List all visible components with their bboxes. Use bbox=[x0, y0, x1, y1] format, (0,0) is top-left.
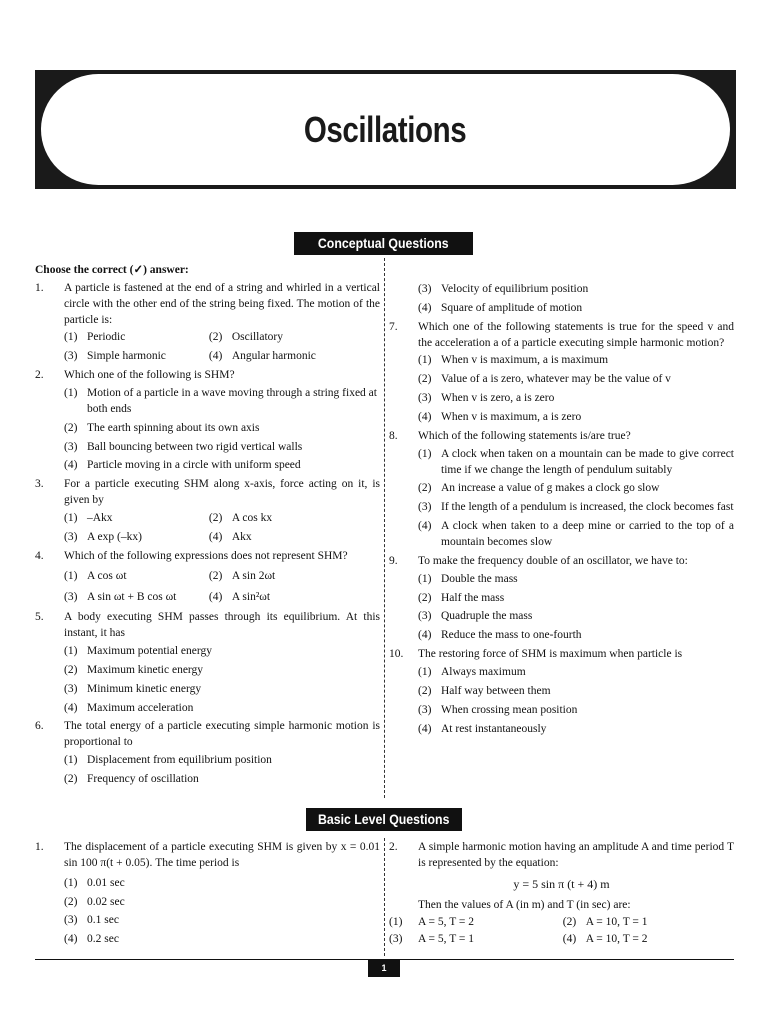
question-number: 10. bbox=[389, 648, 404, 661]
option[interactable]: (3) Ball bouncing between two rigid vertical walls bbox=[64, 440, 303, 453]
question bbox=[35, 840, 380, 872]
option[interactable]: (3) 0.1 sec bbox=[64, 914, 119, 927]
options-row bbox=[35, 569, 380, 585]
option[interactable]: (2) Half way between them bbox=[418, 684, 551, 697]
left-column bbox=[35, 263, 380, 791]
basic-left-column bbox=[35, 840, 380, 951]
option[interactable]: (1) Maximum potential energy bbox=[64, 645, 212, 658]
option[interactable]: (4) Angular harmonic bbox=[208, 350, 316, 363]
option[interactable]: (3) When v is zero, a is zero bbox=[418, 392, 555, 405]
question-text: To make the frequency double of an oscillator, we have to: bbox=[418, 554, 688, 567]
option[interactable]: (1) Always maximum bbox=[418, 666, 526, 679]
question bbox=[35, 477, 380, 509]
question-text: The total energy of a particle executing simple harmonic motion is proportional to bbox=[64, 720, 380, 749]
section-title: Conceptual Questions bbox=[318, 235, 449, 251]
question-number: 2. bbox=[35, 369, 44, 382]
question-text: The displacement of a particle executing SHM is given by x = 0.01 sin 100 π(t + 0.05). The time period is bbox=[64, 841, 380, 869]
question bbox=[35, 549, 380, 565]
option[interactable]: (4) At rest instantaneously bbox=[418, 722, 547, 735]
question-number: 8. bbox=[389, 429, 398, 442]
option[interactable]: (2) A cos kx bbox=[208, 512, 273, 525]
question-continuation: Then the values of A (in m) and T (in sec) are: bbox=[418, 899, 631, 912]
option[interactable]: (1) A = 5, T = 2 bbox=[389, 916, 475, 929]
question-number: 3. bbox=[35, 478, 44, 491]
title-pill bbox=[41, 74, 730, 185]
option[interactable]: (3) Minimum kinetic energy bbox=[64, 682, 202, 695]
question bbox=[389, 554, 734, 570]
option[interactable]: (2) The earth spinning about its own axis bbox=[64, 421, 260, 434]
option[interactable]: (3) If the length of a pendulum is increased, the clock becomes fast bbox=[418, 501, 734, 514]
basic-right-column bbox=[389, 840, 734, 951]
question-text: Which one of the following statements is true for the speed v and the acceleration a of a particle executing simple harmonic motion? bbox=[418, 320, 734, 349]
option[interactable]: (2) 0.02 sec bbox=[64, 895, 125, 908]
column-divider bbox=[384, 258, 385, 798]
option[interactable]: (4) Maximum acceleration bbox=[64, 701, 194, 714]
option[interactable]: (2) A sin 2ωt bbox=[208, 569, 276, 582]
options-row bbox=[35, 511, 380, 527]
question-number: 4. bbox=[35, 549, 44, 562]
column-divider bbox=[384, 838, 385, 956]
question-text: A simple harmonic motion having an amplitude A and time period T is represented by the equation: bbox=[418, 841, 734, 869]
question-number: 1. bbox=[35, 281, 44, 294]
option[interactable]: (4) A = 10, T = 2 bbox=[562, 932, 648, 945]
option[interactable]: (4) A clock when taken to a deep mine or carried to the top of a mountain becomes slow bbox=[418, 520, 734, 549]
question-text: For a particle executing SHM along x-axis, force acting on it, is given by bbox=[64, 478, 380, 507]
option[interactable]: (3) Quadruple the mass bbox=[418, 610, 533, 623]
right-column bbox=[389, 282, 734, 740]
question-number: 7. bbox=[389, 320, 398, 333]
question bbox=[35, 281, 380, 329]
option[interactable]: (4) 0.2 sec bbox=[64, 933, 119, 946]
question-number: 2. bbox=[389, 841, 398, 853]
question-text: The restoring force of SHM is maximum when particle is bbox=[418, 648, 683, 661]
question-number: 6. bbox=[35, 720, 44, 733]
option[interactable]: (4) Square of amplitude of motion bbox=[418, 301, 583, 314]
option[interactable]: (2) A = 10, T = 1 bbox=[562, 916, 648, 929]
instructions: Choose the correct (✓) answer: bbox=[35, 264, 189, 276]
options-row bbox=[35, 530, 380, 546]
title-banner bbox=[35, 70, 736, 189]
option[interactable]: (4) When v is maximum, a is zero bbox=[418, 411, 582, 424]
option[interactable]: (3) A = 5, T = 1 bbox=[389, 932, 475, 945]
question bbox=[389, 840, 734, 872]
option[interactable]: (1) A cos ωt bbox=[64, 569, 127, 582]
option[interactable]: (1) Double the mass bbox=[418, 572, 518, 585]
option[interactable]: (1) 0.01 sec bbox=[64, 876, 125, 889]
options-row bbox=[35, 590, 380, 606]
option[interactable]: (2) Value of a is zero, whatever may be the value of v bbox=[418, 373, 671, 386]
option[interactable]: (2) An increase a value of g makes a clock go slow bbox=[418, 482, 660, 495]
option[interactable]: (4) Particle moving in a circle with uniform speed bbox=[64, 459, 301, 472]
option[interactable]: (1) When v is maximum, a is maximum bbox=[418, 354, 609, 367]
question bbox=[35, 368, 380, 384]
option[interactable]: (1) –Akx bbox=[64, 512, 113, 525]
equation: y = 5 sin π (t + 4) m bbox=[513, 876, 610, 891]
section-header-conceptual bbox=[294, 232, 473, 255]
option[interactable]: (3) Velocity of equilibrium position bbox=[418, 283, 589, 295]
question bbox=[389, 429, 734, 445]
option[interactable]: (3) When crossing mean position bbox=[418, 703, 578, 716]
option[interactable]: (2) Oscillatory bbox=[208, 331, 283, 344]
question-text: Which of the following expressions does not represent SHM? bbox=[64, 549, 348, 562]
option[interactable]: (2) Frequency of oscillation bbox=[64, 773, 199, 786]
option[interactable]: (1) Motion of a particle in a wave moving through a string fixed at both ends bbox=[64, 387, 377, 415]
option[interactable]: (3) A sin ωt + B cos ωt bbox=[64, 591, 177, 604]
question-number: 1. bbox=[35, 841, 44, 853]
option[interactable]: (1) Periodic bbox=[64, 331, 126, 344]
option[interactable]: (4) Reduce the mass to one-fourth bbox=[418, 629, 582, 642]
question-number: 9. bbox=[389, 554, 398, 567]
option[interactable]: (3) A exp (–kx) bbox=[64, 530, 142, 543]
question bbox=[389, 320, 734, 352]
option[interactable]: (3) Simple harmonic bbox=[64, 350, 166, 363]
option[interactable]: (4) Akx bbox=[208, 530, 252, 543]
options-row bbox=[35, 349, 380, 365]
options-row bbox=[389, 915, 734, 931]
options-row bbox=[35, 330, 380, 346]
page-number: 1 bbox=[368, 960, 400, 977]
question-text: A body executing SHM passes through its equilibrium. At this instant, it has bbox=[64, 611, 380, 640]
question bbox=[35, 719, 380, 751]
option[interactable]: (1) A clock when taken on a mountain can be made to give correct time if we change the length of pendulum suitably bbox=[418, 447, 734, 476]
section-title: Basic Level Questions bbox=[318, 811, 450, 827]
question-text: A particle is fastened at the end of a string and whirled in a vertical circle with the other end of the string being fixed. The motion of the particle is: bbox=[64, 281, 380, 326]
question-text: Which one of the following is SHM? bbox=[64, 369, 235, 382]
options-row bbox=[389, 932, 734, 948]
question bbox=[389, 647, 734, 663]
page-title: Oscillations bbox=[304, 108, 467, 150]
question bbox=[35, 610, 380, 642]
section-header-basic bbox=[306, 808, 462, 831]
option[interactable]: (2) Maximum kinetic energy bbox=[64, 663, 204, 676]
question-text: Which of the following statements is/are true? bbox=[418, 429, 631, 442]
question-number: 5. bbox=[35, 611, 44, 624]
option[interactable]: (1) Displacement from equilibrium position bbox=[64, 754, 272, 767]
option[interactable]: (2) Half the mass bbox=[418, 591, 505, 604]
option[interactable]: (4) A sin²ωt bbox=[208, 591, 271, 604]
